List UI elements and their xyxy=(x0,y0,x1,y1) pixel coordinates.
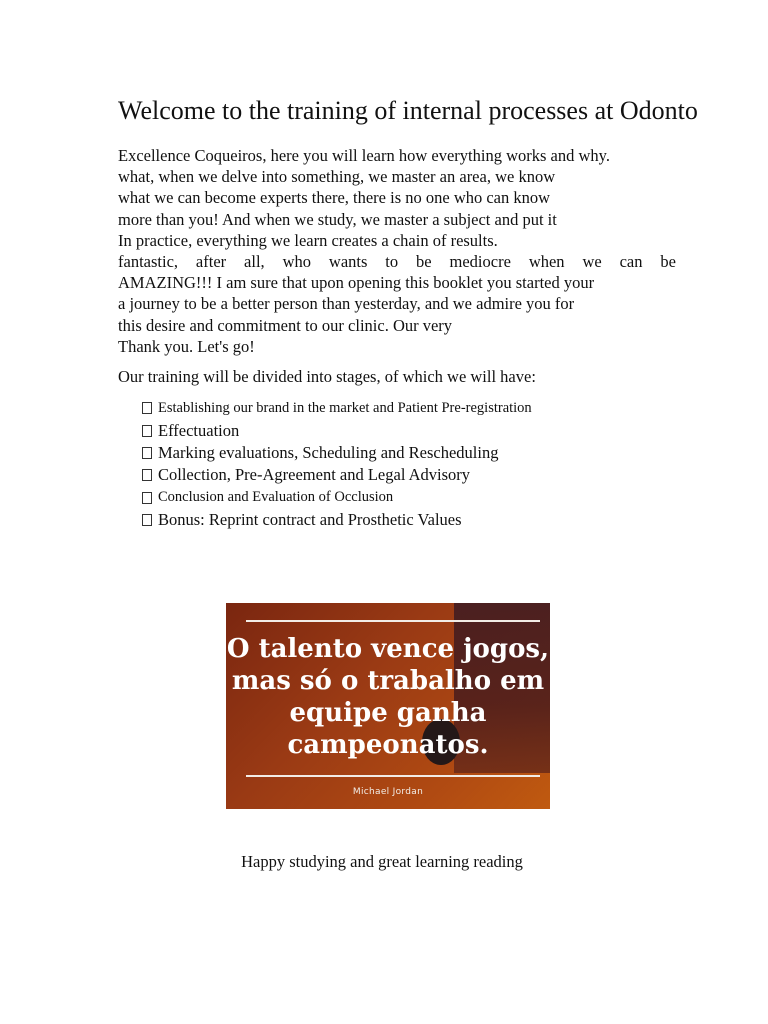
divider xyxy=(246,620,540,622)
intro-line: Excellence Coqueiros, here you will learn how everything works and why. xyxy=(118,146,610,165)
intro-line: Thank you. Let's go! xyxy=(118,336,255,356)
list-item-label: Marking evaluations, Scheduling and Rescheduling xyxy=(158,442,499,462)
list-item xyxy=(142,419,702,441)
divider xyxy=(246,775,540,777)
checkbox-icon xyxy=(142,425,152,437)
closing-text: Happy studying and great learning reading xyxy=(241,852,523,871)
list-item-label: Collection, Pre-Agreement and Legal Advisory xyxy=(158,465,471,485)
checkbox-icon xyxy=(142,402,152,414)
checkbox-icon xyxy=(142,447,152,459)
quote-author: Michael Jordan xyxy=(352,787,424,797)
list-item xyxy=(142,509,702,531)
document-title: Welcome to the training of internal processes at Odonto xyxy=(118,96,698,125)
list-item-label: Establishing our brand in the market and Patient Pre-registration xyxy=(158,399,532,416)
intro-line: more than you! And when we study, we master a subject and put it xyxy=(118,209,557,229)
list-item-label: Effectuation xyxy=(158,420,240,440)
list-item-label: Conclusion and Evaluation of Occlusion xyxy=(158,489,394,506)
list-item xyxy=(142,442,702,464)
intro-line: what we can become experts there, there is no one who can know xyxy=(118,188,551,208)
intro-line: this desire and commitment to our clinic. Our very xyxy=(118,315,453,335)
list-item xyxy=(142,464,702,486)
list-item xyxy=(142,487,702,509)
intro-paragraph xyxy=(118,145,676,357)
intro-line: In practice, everything we learn creates a chain of results. xyxy=(118,230,498,250)
intro-line: AMAZING!!! I am sure that upon opening this booklet you started your xyxy=(118,273,595,293)
quote-line: O talento vence jogos, xyxy=(226,634,550,664)
checkbox-icon xyxy=(142,469,152,481)
quote-line: campeonatos. xyxy=(287,730,489,760)
intro-line: a journey to be a better person than yesterday, and we admire you for xyxy=(118,294,575,314)
stages-intro: Our training will be divided into stages, of which we will have: xyxy=(118,367,536,386)
quote-text xyxy=(226,633,550,761)
quote-line: mas só o trabalho em xyxy=(231,666,545,696)
quote-image xyxy=(226,603,550,809)
checkbox-icon xyxy=(142,492,152,504)
intro-line: what, when we delve into something, we master an area, we know xyxy=(118,167,556,187)
quote-line: equipe ganha xyxy=(289,698,487,728)
checkbox-icon xyxy=(142,514,152,526)
list-item-label: Bonus: Reprint contract and Prosthetic Values xyxy=(158,510,462,530)
intro-line: fantastic, after all, who wants to be mediocre when we can be xyxy=(118,252,676,272)
list-item xyxy=(142,397,702,419)
stages-list xyxy=(142,397,702,531)
